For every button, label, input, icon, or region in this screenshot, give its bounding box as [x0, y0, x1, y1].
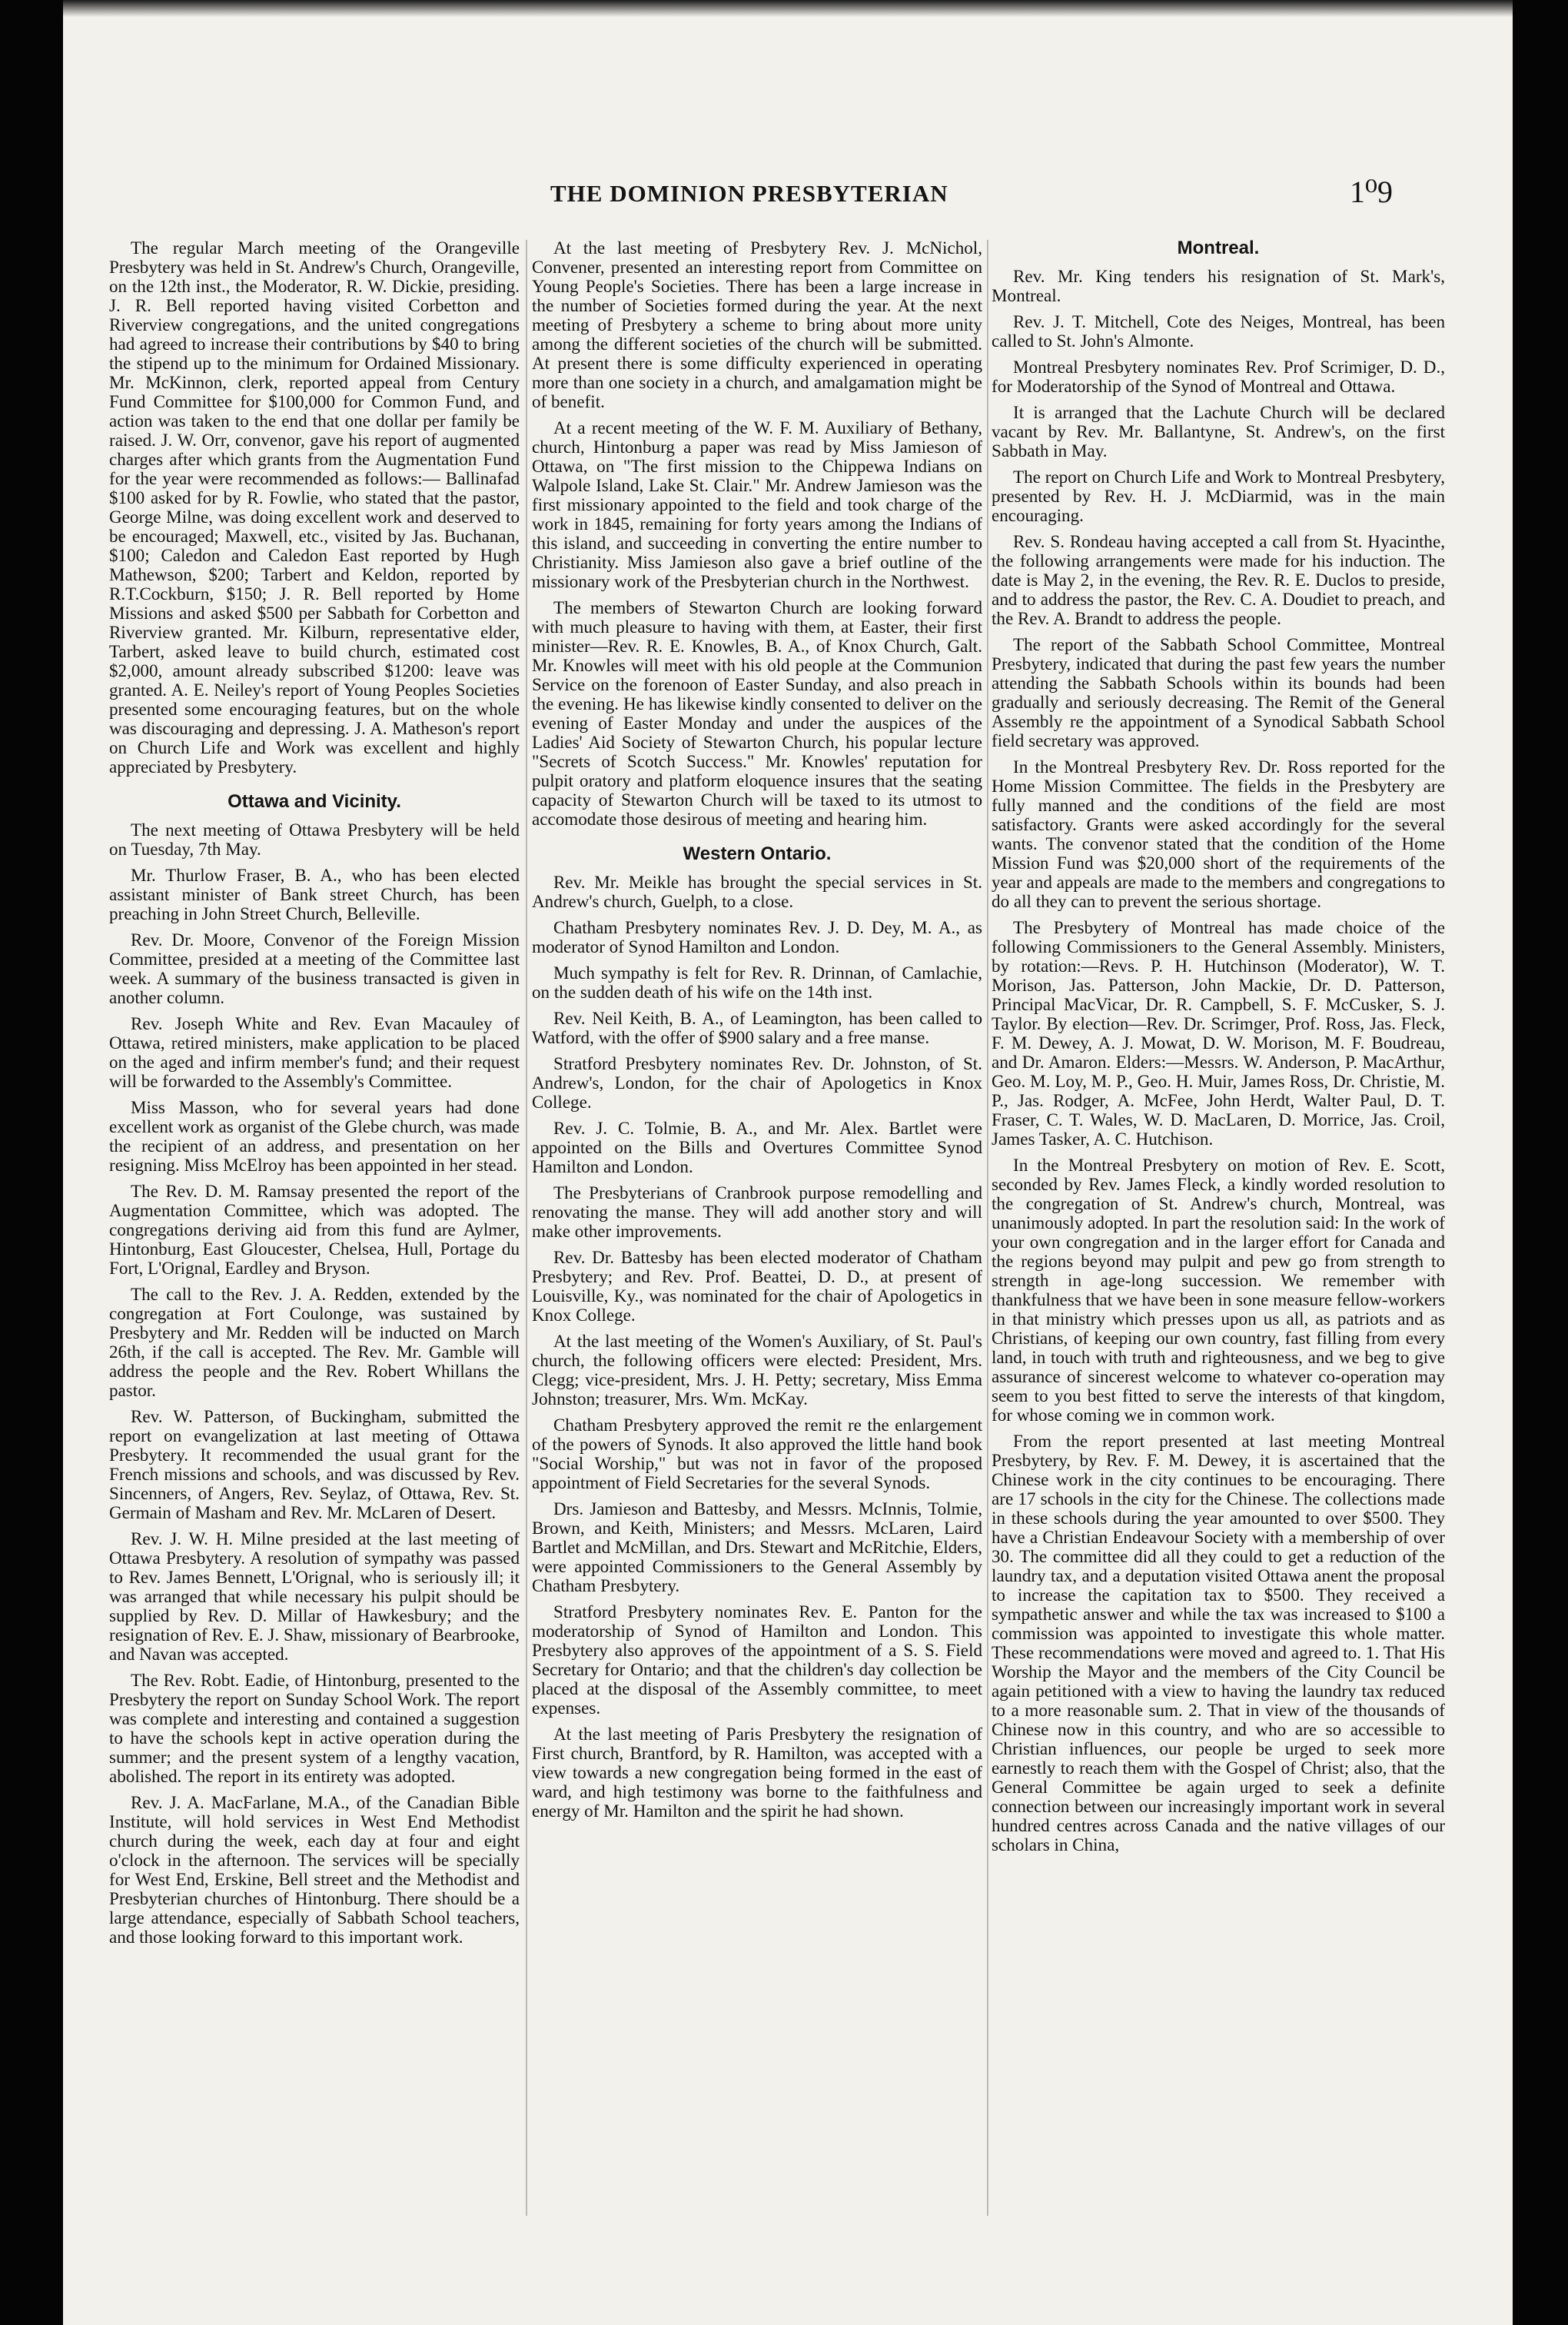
article-paragraph: At a recent meeting of the W. F. M. Auxiliary of Bethany, church, Hintonburg a paper was read by Miss Jamieson of Ottawa, on "The first mission to the Chippewa Indians on Walpole Island, Lake St. Clair." Mr. Andrew Jamieson was the first missionary appointed to the field and took charge of the work in 1845, remaining for forty years among the Indians of this island, and succeeding in converting the entire number to Christianity. Miss Jamieson also gave a brief outline of the missionary work of the Presbyterian church in the Northwest.: [532, 417, 982, 591]
article-paragraph: Rev. Neil Keith, B. A., of Leamington, has been called to Watford, with the offer of $900 salary and a free manse.: [532, 1008, 982, 1047]
column-rule: [987, 240, 988, 2216]
article-paragraph: The members of Stewarton Church are looking forward with much pleasure to having with them, at Easter, their first minister—Rev. R. E. Knowles, B. A., of Knox Church, Galt. Mr. Knowles will meet with his old people at the Communion Service on the forenoon of Easter Sunday, and also preach in the evening. He has likewise kindly consented to deliver on the evening of Easter Monday and under the auspices of the Ladies' Aid Society of Stewarton Church, his popular lecture "Secrets of Scotch Success." Mr. Knowles' reputation for pulpit oratory and platform eloquence insures that the seating capacity of Stewarton Church will be taxed to its utmost to accomodate those desirous of meeting and hearing him.: [532, 597, 982, 829]
section-heading: Ottawa and Vicinity.: [228, 791, 401, 812]
article-paragraph: Mr. Thurlow Fraser, B. A., who has been elected assistant minister of Bank street Church, has been preaching in John Street Church, Belleville.: [109, 865, 520, 923]
page-header: [74, 175, 1503, 226]
column-2: [532, 238, 982, 1828]
article-paragraph: Drs. Jamieson and Battesby, and Messrs. McInnis, Tolmie, Brown, and Keith, Ministers; and Messrs. McLaren, Laird Bartlet and McMillan, and Drs. Stewart and McRitchie, Elders, were appointed Commissioners to the General Assembly by Chatham Presbytery.: [532, 1498, 982, 1595]
column-rule: [526, 240, 527, 2216]
column-1: [109, 238, 520, 1954]
article-paragraph: Montreal Presbytery nominates Rev. Prof Scrimiger, D. D., for Moderatorship of the Synod of Montreal and Ottawa.: [992, 357, 1445, 396]
article-paragraph: The call to the Rev. J. A. Redden, extended by the congregation at Fort Coulonge, was sustained by Presbytery and Mr. Redden will be inducted on March 26th, if the call is accepted. The Rev. Mr. Gamble will address the people and the Rev. Robert Whillans the pastor.: [109, 1284, 520, 1400]
article-paragraph: Rev. J. C. Tolmie, B. A., and Mr. Alex. Bartlet were appointed on the Bills and Overtures Committee Synod Hamilton and London.: [532, 1118, 982, 1176]
article-paragraph: Chatham Presbytery approved the remit re the enlargement of the powers of Synods. It also approved the little hand book "Social Worship," but was not in favor of the proposed appointment of Field Secretaries for the several Synods.: [532, 1415, 982, 1492]
article-paragraph: At the last meeting of the Women's Auxiliary, of St. Paul's church, the following officers were elected: President, Mrs. Clegg; vice-president, Mrs. J. H. Petty; secretary, Miss Emma Johnston; treasurer, Mrs. Wm. McKay.: [532, 1331, 982, 1409]
article-paragraph: Much sympathy is felt for Rev. R. Drinnan, of Camlachie, on the sudden death of his wife on the 14th inst.: [532, 963, 982, 1002]
article-paragraph: The Rev. Robt. Eadie, of Hintonburg, presented to the Presbytery the report on Sunday School Work. The report was complete and interesting and contained a suggestion to have the schools kept in active operation during the summer; and the present system of a lengthy vacation, abolished. The report in its entirety was adopted.: [109, 1670, 520, 1786]
article-paragraph: The report on Church Life and Work to Montreal Presbytery, presented by Rev. H. J. McDiarmid, was in the main encouraging.: [992, 467, 1445, 525]
article-paragraph: In the Montreal Presbytery on motion of Rev. E. Scott, seconded by Rev. James Fleck, a kindly worded resolution to the congregation of St. Andrew's church, Montreal, was unanimously adopted. In part the resolution said: In the work of your own congregation and in the larger effort for Canada and the regions beyond may pulpit and pew go from strength to strength in age-long succession. We remember with thankfulness that we have been in sone measure fellow-workers in that ministry which presses upon us all, as patriots and as Christians, of keeping our own country, fast filling from every land, in touch with truth and righteousness, and we beg to give assurance of sincerest welcome to whatever co-operation may seem to you best fitted to serve the interests of that kingdom, for whose coming we in common work.: [992, 1155, 1445, 1425]
article-paragraph: The regular March meeting of the Orangeville Presbytery was held in St. Andrew's Church, Orangeville, on the 12th inst., the Moderator, R. W. Dickie, presiding. J. R. Bell reported having visited Corbetton and Riverview congregations, and the united congregations had agreed to increase their contributions by $40 to bring the stipend up to the minimum for Ordained Missionary. Mr. McKinnon, clerk, reported appeal from Century Fund Committee for $100,000 for Common Fund, and action was taken to the end that one dollar per family be raised. J. W. Orr, convenor, gave his report of augmented charges after which grants from the Augmentation Fund for the year were recommended as follows:— Ballinafad $100 asked for by R. Fowlie, who stated that the pastor, George Milne, was doing excellent work and deserved to be encouraged; Maxwell, etc., visited by Jas. Buchanan, $100; Caledon and Caledon East reported by Hugh Mathewson, $200; Tarbert and Keldon, reported by R.T.Cockburn, $150; J. R. Bell reported by Home Missions and asked $500 per Sabbath for Corbetton and Riverview granted. Mr. Kilburn, representative elder, Tarbert, asked leave to build church, estimated cost $2,000, amount already subscribed $1200: leave was granted. A. E. Neiley's report of Young Peoples Societies presented some encouraging features, but on the whole was discouraging and depressing. J. A. Matheson's report on Church Life and Work was excellent and highly appreciated by Presbytery.: [109, 238, 520, 777]
article-paragraph: Stratford Presbytery nominates Rev. Dr. Johnston, of St. Andrew's, London, for the chair of Apologetics in Knox College.: [532, 1053, 982, 1112]
article-paragraph: In the Montreal Presbytery Rev. Dr. Ross reported for the Home Mission Committee. The fields in the Presbytery are fully manned and the conditions of the field are most satisfactory. Grants were asked accordingly for the several wants. The convenor stated that the condition of the Home Mission Fund was $20,000 short of the requirements of the year and appeals are made to the members and congregations to do all they can to prevent the serious shortage.: [992, 757, 1445, 911]
article-paragraph: Rev. Mr. Meikle has brought the special services in St. Andrew's church, Guelph, to a close.: [532, 872, 982, 911]
article-paragraph: The next meeting of Ottawa Presbytery will be held on Tuesday, 7th May.: [109, 820, 520, 859]
scan-border-right: [1513, 0, 1568, 2325]
scan-border-top: [63, 0, 1513, 17]
page-number: 1⁰9: [1350, 175, 1394, 209]
article-paragraph: Rev. J. T. Mitchell, Cote des Neiges, Montreal, has been called to St. John's Almonte.: [992, 311, 1445, 351]
article-paragraph: Rev. W. Patterson, of Buckingham, submitted the report on evangelization at last meeting of Ottawa Presbytery. It recommended the usual grant for the French missions and schools, and was discussed by Rev. Sincenners, of Angers, Rev. Seylaz, of Ottawa, Rev. St. Germain of Masham and Rev. Mr. McLaren of Desert.: [109, 1406, 520, 1522]
article-paragraph: Rev. Joseph White and Rev. Evan Macauley of Ottawa, retired ministers, make application to be placed on the aged and infirm member's fund; and their request will be forwarded to the Assembly's Committee.: [109, 1013, 520, 1091]
scan-border-left: [0, 0, 63, 2325]
article-paragraph: It is arranged that the Lachute Church will be declared vacant by Rev. Mr. Ballantyne, St. Andrew's, on the first Sabbath in May.: [992, 402, 1445, 461]
article-paragraph: Miss Masson, who for several years had done excellent work as organist of the Glebe church, was made the recipient of an address, and presentation on her resigning. Miss McElroy has been appointed in her stead.: [109, 1097, 520, 1175]
article-paragraph: Rev. J. A. MacFarlane, M.A., of the Canadian Bible Institute, will hold services in West End Methodist church during the week, each day at four and eight o'clock in the afternoon. The services will be specially for West End, Erskine, Bell street and the Methodist and Presbyterian churches of Hintonburg. There should be a large attendance, especially of Sabbath School teachers, and those looking forward to this important work.: [109, 1792, 520, 1947]
newspaper-page: [74, 17, 1503, 2316]
article-paragraph: The Presbyterians of Cranbrook purpose remodelling and renovating the manse. They will add another story and will make other improvements.: [532, 1182, 982, 1241]
article-paragraph: Rev. Dr. Battesby has been elected moderator of Chatham Presbytery; and Rev. Prof. Beattei, D. D., at present of Louisville, Ky., was nominated for the chair of Apologetics in Knox College.: [532, 1247, 982, 1325]
article-paragraph: Stratford Presbytery nominates Rev. E. Panton for the moderatorship of Synod of Hamilton and London. This Presbytery also approves of the appointment of a S. S. Field Secretary for Ontario; and that the children's day collection be placed at the disposal of the Assembly committee, to meet expenses.: [532, 1602, 982, 1718]
article-paragraph: From the report presented at last meeting Montreal Presbytery, by Rev. F. M. Dewey, it is ascertained that the Chinese work in the city continues to be encouraging. There are 17 schools in the city for the Chinese. The collections made in these schools during the year amounted to over $500. They have a Christian Endeavour Society with a membership of over 30. The committee did all they could to get a reduction of the laundry tax, and a deputation visited Ottawa anent the proposal to increase the capitation tax to $500. They received a sympathetic answer and while the tax was increased to $100 a commission was appointed to investigate this whole matter. These recommendations were moved and agreed to. 1. That His Worship the Mayor and the members of the City Council be again petitioned with a view to having the laundry tax reduced to a more reasonable sum. 2. That in view of the thousands of Chinese now in this country, and who are so accessible to Christian influences, our people be urged to seek more earnestly to reach them with the Gospel of Christ; also, that the General Committee be again urged to seek a definite connection between our increasingly important work in several hundred centres across Canada and the native villages of our scholars in China,: [992, 1431, 1445, 1854]
section-heading: Western Ontario.: [683, 843, 832, 864]
article-paragraph: Rev. S. Rondeau having accepted a call from St. Hyacinthe, the following arrangements were made for his induction. The date is May 2, in the evening, the Rev. R. E. Duclos to preside, and to address the pastor, the Rev. C. A. Doudiet to preach, and the Rev. A. Brandt to address the people.: [992, 531, 1445, 628]
article-paragraph: The Presbytery of Montreal has made choice of the following Commissioners to the General Assembly. Ministers, by rotation:—Revs. P. H. Hutchinson (Moderator), W. T. Morison, Jas. Patterson, John Mackie, Dr. D. Patterson, Principal MacVicar, Dr. R. Campbell, S. F. McCusker, S. J. Taylor. By election—Rev. Dr. Scrimger, Prof. Ross, Jas. Fleck, F. M. Dewey, A. J. Mowat, D. W. Morison, M. F. Boudreau, and Dr. Amaron. Elders:—Messrs. W. Anderson, P. MacArthur, Geo. M. Loy, M. P., Geo. H. Muir, James Ross, Dr. Christie, M. P., Jas. Rodger, A. McFee, John Herdt, Walter Paul, D. T. Fraser, C. T. Wales, W. D. MacLaren, D. Morrice, Jas. Croil, James Tasker, A. C. Hutchison.: [992, 917, 1445, 1149]
article-paragraph: At the last meeting of Paris Presbytery the resignation of First church, Brantford, by R. Hamilton, was accepted with a view towards a new congregation being formed in the east of ward, and high testimony was borne to the faithfulness and energy of Mr. Hamilton and the spirit he had shown.: [532, 1724, 982, 1821]
article-paragraph: The Rev. D. M. Ramsay presented the report of the Augmentation Committee, which was adopted. The congregations deriving aid from this fund are Aylmer, Hintonburg, East Gloucester, Chelsea, Hull, Portage du Fort, L'Orignal, Eardley and Bryson.: [109, 1181, 520, 1278]
section-heading: Montreal.: [1177, 238, 1260, 258]
article-paragraph: Rev. J. W. H. Milne presided at the last meeting of Ottawa Presbytery. A resolution of sympathy was passed to Rev. James Bennett, L'Orignal, who is seriously ill; it was arranged that while necessary his pulpit should be supplied by Rev. D. Millar of Hawkesbury; and the resignation of Rev. E. J. Shaw, missionary of Bearbrooke, and Navan was accepted.: [109, 1528, 520, 1664]
article-paragraph: Rev. Mr. King tenders his resignation of St. Mark's, Montreal.: [992, 266, 1445, 305]
article-paragraph: Rev. Dr. Moore, Convenor of the Foreign Mission Committee, presided at a meeting of the Committee last week. A summary of the business transacted is given in another column.: [109, 930, 520, 1007]
column-3: [992, 238, 1445, 1861]
article-paragraph: Chatham Presbytery nominates Rev. J. D. Dey, M. A., as moderator of Synod Hamilton and London.: [532, 917, 982, 956]
publication-title: THE DOMINION PRESBYTERIAN: [550, 180, 948, 207]
article-paragraph: The report of the Sabbath School Committee, Montreal Presbytery, indicated that during the past few years the number attending the Sabbath Schools within its bounds had been gradually and seriously decreasing. The Remit of the General Assembly re the appointment of a Synodical Sabbath School field secretary was approved.: [992, 634, 1445, 750]
article-paragraph: At the last meeting of Presbytery Rev. J. McNichol, Convener, presented an interesting report from Committee on Young People's Societies. There has been a large increase in the number of Societies formed during the year. At the next meeting of Presbytery a scheme to bring about more unity among the different societies of the church will be submitted. At present there is some difficulty experienced in operating more than one society in a church, and amalgamation might be of benefit.: [532, 238, 982, 411]
